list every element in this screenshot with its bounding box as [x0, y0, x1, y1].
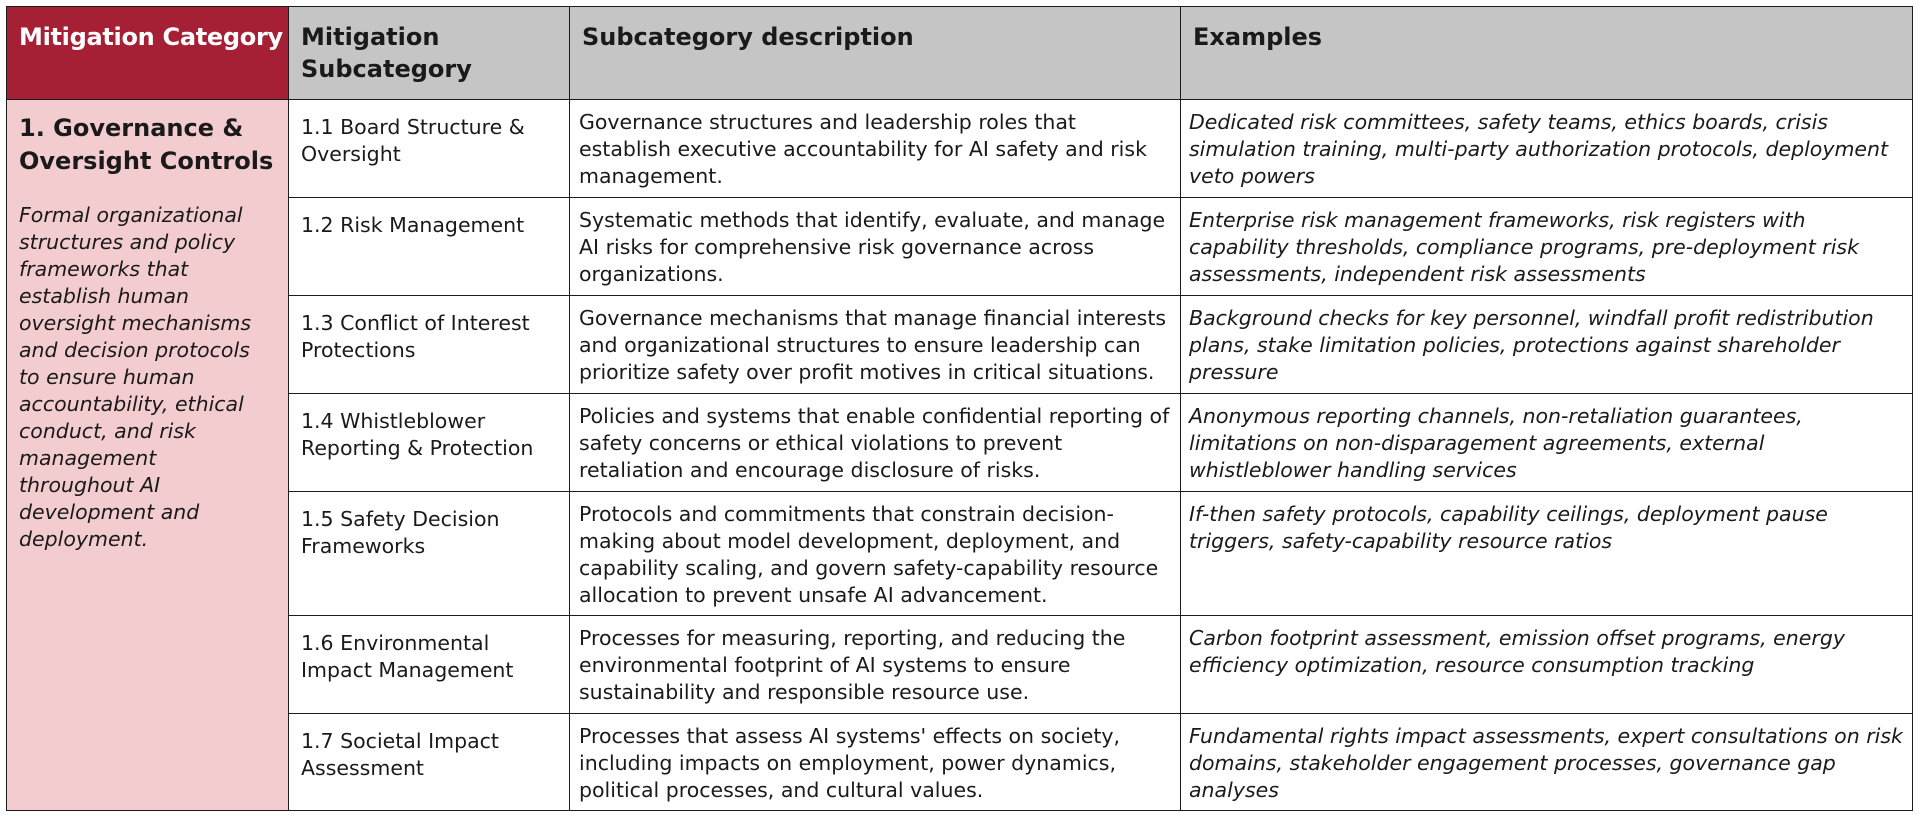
- subcategory-cell: 1.1 Board Structure & Oversight: [289, 100, 570, 198]
- examples-cell: Carbon footprint assessment, emission offset programs, energy efficiency optimization, resource consumption tracking: [1181, 616, 1913, 714]
- description-cell: Systematic methods that identify, evaluate, and manage AI risks for comprehensive risk governance across organizations.: [570, 198, 1181, 296]
- examples-cell: Fundamental rights impact assessments, expert consultations on risk domains, stakeholder engagement processes, governance gap analyses: [1181, 714, 1913, 811]
- header-examples: Examples: [1181, 7, 1913, 100]
- table-row: [7, 198, 1913, 296]
- header-category: Mitigation Category: [7, 7, 289, 100]
- table-row: [7, 616, 1913, 714]
- category-description: Formal organizational structures and policy frameworks that establish human oversight mechanisms and decision protocols to ensure human accountability, ethical conduct, and risk management throughout AI development and deployment.: [19, 203, 252, 551]
- description-cell: Governance mechanisms that manage financial interests and organizational structures to ensure leadership can prioritize safety over profit motives in critical situations.: [570, 296, 1181, 394]
- subcategory-cell: 1.5 Safety Decision Frameworks: [289, 492, 570, 616]
- header-subcategory: Mitigation Subcategory: [289, 7, 570, 100]
- description-cell: Protocols and commitments that constrain decision-making about model development, deployment, and capability scaling, and govern safety-capability resource allocation to prevent unsafe AI advancement.: [570, 492, 1181, 616]
- table-row: [7, 100, 1913, 198]
- description-cell: Processes that assess AI systems' effects on society, including impacts on employment, power dynamics, political processes, and cultural values.: [570, 714, 1181, 811]
- description-cell: Policies and systems that enable confidential reporting of safety concerns or ethical violations to prevent retaliation and encourage disclosure of risks.: [570, 394, 1181, 492]
- examples-cell: If-then safety protocols, capability ceilings, deployment pause triggers, safety-capability resource ratios: [1181, 492, 1913, 616]
- examples-cell: Dedicated risk committees, safety teams, ethics boards, crisis simulation training, multi-party authorization protocols, deployment veto powers: [1181, 100, 1913, 198]
- table-row: [7, 296, 1913, 394]
- header-description: Subcategory description: [570, 7, 1181, 100]
- category-title: 1. Governance & Oversight Controls: [19, 114, 274, 175]
- subcategory-cell: 1.6 Environmental Impact Management: [289, 616, 570, 714]
- subcategory-cell: 1.4 Whistleblower Reporting & Protection: [289, 394, 570, 492]
- subcategory-cell: 1.7 Societal Impact Assessment: [289, 714, 570, 811]
- table-row: [7, 714, 1913, 811]
- examples-cell: Anonymous reporting channels, non-retaliation guarantees, limitations on non-disparagement agreements, external whistleblower handling services: [1181, 394, 1913, 492]
- category-cell: [7, 100, 289, 811]
- header-row: [7, 7, 1913, 100]
- description-cell: Processes for measuring, reporting, and reducing the environmental footprint of AI systems to ensure sustainability and responsible resource use.: [570, 616, 1181, 714]
- table-row: [7, 492, 1913, 616]
- subcategory-cell: 1.2 Risk Management: [289, 198, 570, 296]
- examples-cell: Enterprise risk management frameworks, risk registers with capability thresholds, compliance programs, pre-deployment risk assessments, independent risk assessments: [1181, 198, 1913, 296]
- examples-cell: Background checks for key personnel, windfall profit redistribution plans, stake limitation policies, protections against shareholder pressure: [1181, 296, 1913, 394]
- description-cell: Governance structures and leadership roles that establish executive accountability for AI safety and risk management.: [570, 100, 1181, 198]
- mitigation-table: [6, 6, 1913, 811]
- table-row: [7, 394, 1913, 492]
- mitigation-table-container: [6, 6, 1912, 810]
- subcategory-cell: 1.3 Conflict of Interest Protections: [289, 296, 570, 394]
